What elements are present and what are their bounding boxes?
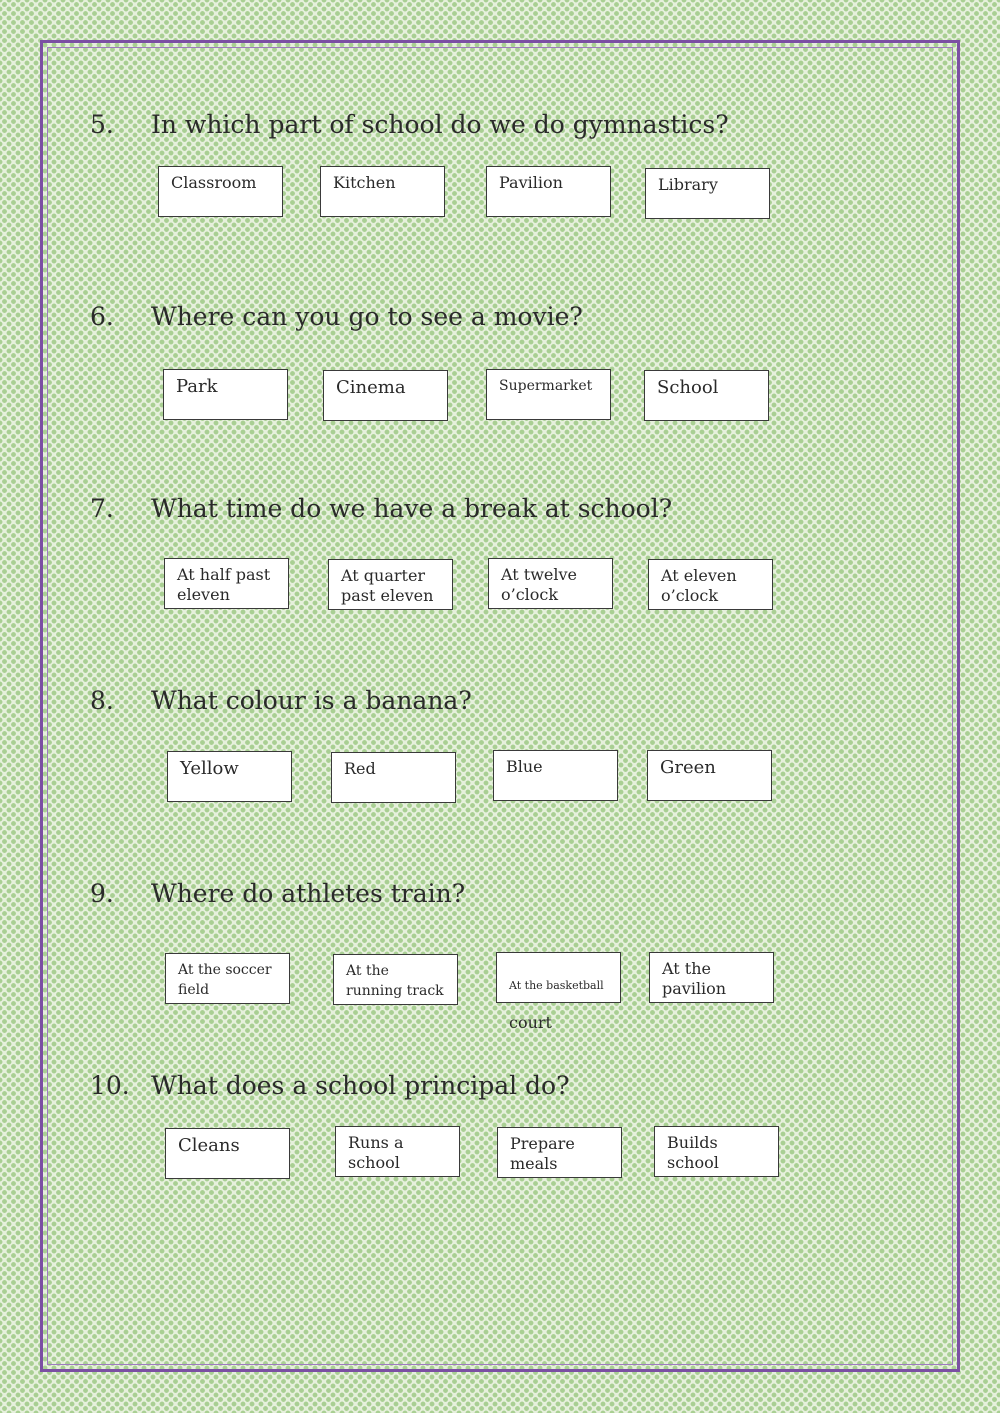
question-number: 8.	[90, 686, 114, 715]
question-text: What colour is a banana?	[151, 686, 472, 715]
question-number: 5.	[90, 110, 114, 139]
answer-option-cleans[interactable]: Cleans	[165, 1128, 290, 1179]
answer-option-school[interactable]: School	[644, 370, 769, 421]
question-text: What does a school principal do?	[151, 1071, 570, 1100]
answer-option-green[interactable]: Green	[647, 750, 772, 801]
answer-option-line1: At the basketball	[509, 979, 604, 992]
question-10	[90, 1071, 570, 1101]
answer-option-prepare-meals[interactable]: Prepare meals	[497, 1127, 622, 1178]
answer-option-park[interactable]: Park	[163, 369, 288, 420]
question-number: 10.	[90, 1071, 130, 1100]
answer-option-runs-a-school[interactable]: Runs a school	[335, 1126, 460, 1177]
question-7	[90, 494, 672, 524]
question-8	[90, 686, 472, 716]
answer-option-half-past-eleven[interactable]: At half past eleven	[164, 558, 289, 609]
question-6	[90, 302, 583, 332]
answer-option-yellow[interactable]: Yellow	[167, 751, 292, 802]
answer-option-red[interactable]: Red	[331, 752, 456, 803]
answer-option-blue[interactable]: Blue	[493, 750, 618, 801]
answer-option-pavilion[interactable]: Pavilion	[486, 166, 611, 217]
answer-option-line2: court	[509, 1013, 552, 1032]
answer-option-kitchen[interactable]: Kitchen	[320, 166, 445, 217]
answer-option-soccer-field[interactable]: At the soccer field	[165, 953, 290, 1004]
question-text: What time do we have a break at school?	[151, 494, 673, 523]
answer-option-pavilion[interactable]: At the pavilion	[649, 952, 774, 1003]
question-text: Where can you go to see a movie?	[151, 302, 583, 331]
answer-option-quarter-past-eleven[interactable]: At quarter past eleven	[328, 559, 453, 610]
answer-option-basketball-court[interactable]	[496, 952, 621, 1032]
question-number: 6.	[90, 302, 114, 331]
answer-option-classroom[interactable]: Classroom	[158, 166, 283, 217]
question-text: In which part of school do we do gymnastics?	[151, 110, 729, 139]
answer-option-supermarket[interactable]: Supermarket	[486, 369, 611, 420]
answer-option-twelve-oclock[interactable]: At twelve o’clock	[488, 558, 613, 609]
answer-option-builds-school[interactable]: Builds school	[654, 1126, 779, 1177]
question-text: Where do athletes train?	[151, 879, 466, 908]
question-number: 9.	[90, 879, 114, 908]
question-number: 7.	[90, 494, 114, 523]
question-5	[90, 110, 729, 140]
question-9	[90, 879, 465, 909]
answer-option-eleven-oclock[interactable]: At eleven o’clock	[648, 559, 773, 610]
answer-option-cinema[interactable]: Cinema	[323, 370, 448, 421]
answer-option-library[interactable]: Library	[645, 168, 770, 219]
answer-option-running-track[interactable]: At the running track	[333, 954, 458, 1005]
